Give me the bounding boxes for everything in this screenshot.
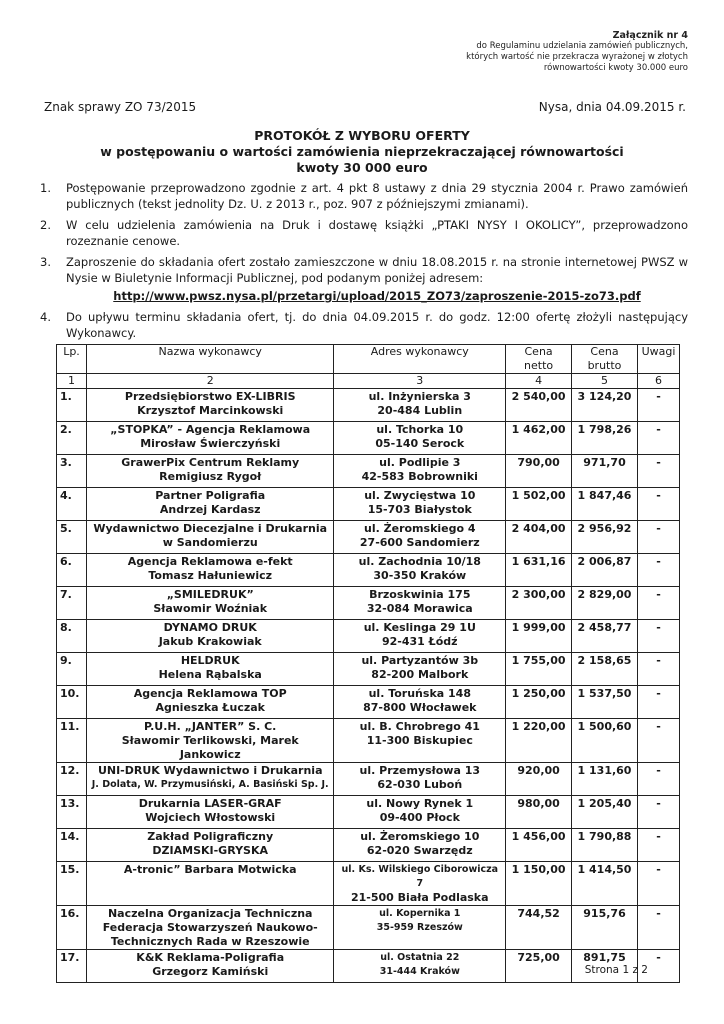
row-number-cell: 5. xyxy=(57,521,87,554)
contractor-name-cell xyxy=(86,829,333,862)
contractor-name-line: Andrzej Kardasz xyxy=(159,503,261,516)
point-number: 3. xyxy=(40,255,51,269)
gross-price-cell: 2 158,65 xyxy=(572,653,638,686)
contractor-address-cell xyxy=(334,587,506,620)
contractor-address-line: 09-400 Płock xyxy=(379,811,460,824)
contractor-name-cell xyxy=(86,796,333,829)
point-text: Do upływu terminu składania ofert, tj. do dnia 04.09.2015 r. do godz. 12:00 ofertę złożyli następujący Wykonawcy. xyxy=(66,310,688,340)
contractor-address-line: 21-500 Biała Podlaska xyxy=(351,891,489,904)
contractor-address-line: ul. Nowy Rynek 1 xyxy=(366,797,474,810)
gross-price-cell: 891,75 xyxy=(572,950,638,983)
gross-price-cell: 2 006,87 xyxy=(572,554,638,587)
point-text: Zaproszenie do składania ofert zostało zamieszczone w dniu 18.08.2015 r. na stronie internetowej PWSZ w Nysie w Biuletynie Informacji Publicznej, pod podanym poniżej adresem: xyxy=(66,255,688,285)
contractor-address-line: 87-800 Włocławek xyxy=(363,701,477,714)
contractor-address-line: 30-350 Kraków xyxy=(373,569,467,582)
invitation-link[interactable]: http://www.pwsz.nysa.pl/przetargi/upload/2015_ZO73/zaproszenie-2015-zo73.pdf xyxy=(113,289,641,303)
annex-line: których wartość nie przekracza wyrażonej w złotych xyxy=(466,52,688,62)
gross-price-cell: 1 537,50 xyxy=(572,686,638,719)
header-cell: Adres wykonawcy xyxy=(334,345,506,374)
contractor-name-cell xyxy=(86,455,333,488)
notes-cell: - xyxy=(637,686,679,719)
contractor-name-cell xyxy=(86,719,333,763)
contractor-name-line: J. Dolata, W. Przymusiński, A. Basiński Sp. J. xyxy=(91,779,329,790)
net-price-cell: 790,00 xyxy=(506,455,572,488)
contractor-name-line: Drukarnia LASER-GRAF xyxy=(138,797,282,810)
contractor-address-cell xyxy=(334,719,506,763)
notes-cell: - xyxy=(637,796,679,829)
index-cell: 2 xyxy=(86,374,333,389)
net-price-cell: 980,00 xyxy=(506,796,572,829)
contractor-name-cell xyxy=(86,521,333,554)
contractor-address-cell xyxy=(334,389,506,422)
row-number-cell: 7. xyxy=(57,587,87,620)
contractor-address-line: ul. Tchorka 10 xyxy=(376,423,464,436)
table-row xyxy=(57,521,680,554)
notes-cell: - xyxy=(637,587,679,620)
gross-price-cell: 1 131,60 xyxy=(572,763,638,796)
contractor-name-line: P.U.H. „JANTER” S. C. xyxy=(144,720,277,733)
gross-price-cell: 971,70 xyxy=(572,455,638,488)
contractor-address-line: 05-140 Serock xyxy=(375,437,465,450)
place-date: Nysa, dnia 04.09.2015 r. xyxy=(538,100,686,114)
row-number-cell: 4. xyxy=(57,488,87,521)
notes-cell: - xyxy=(637,554,679,587)
net-price-cell: 1 631,16 xyxy=(506,554,572,587)
contractor-address-line: 32-084 Morawica xyxy=(366,602,473,615)
index-cell: 1 xyxy=(57,374,87,389)
net-price-cell: 1 150,00 xyxy=(506,862,572,906)
contractor-name-line: w Sandomierzu xyxy=(162,536,258,549)
row-number-cell: 11. xyxy=(57,719,87,763)
annex-line: do Regulaminu udzielania zamówień publicznych, xyxy=(476,41,688,51)
table-row xyxy=(57,620,680,653)
point-3 xyxy=(34,254,688,304)
table-row xyxy=(57,763,680,796)
offers-table xyxy=(56,344,680,983)
row-number-cell: 2. xyxy=(57,422,87,455)
contractor-name-line: Partner Poligrafia xyxy=(155,489,266,502)
contractor-name-line: Sławomir Terlikowski, Marek Jankowicz xyxy=(121,734,299,761)
gross-price-cell: 2 829,00 xyxy=(572,587,638,620)
net-price-cell: 1 462,00 xyxy=(506,422,572,455)
contractor-address-line: Brzoskwinia 175 xyxy=(369,588,471,601)
contractor-name-line: „STOPKA” - Agencja Reklamowa xyxy=(110,423,311,436)
contractor-name-line: Grzegorz Kamiński xyxy=(152,965,269,978)
header-cell: Cena netto xyxy=(506,345,572,374)
contractor-address-cell xyxy=(334,796,506,829)
gross-price-cell: 2 458,77 xyxy=(572,620,638,653)
notes-cell: - xyxy=(637,829,679,862)
net-price-cell: 744,52 xyxy=(506,906,572,950)
contractor-name-line: DYNAMO DRUK xyxy=(163,621,257,634)
table-row xyxy=(57,719,680,763)
row-number-cell: 12. xyxy=(57,763,87,796)
annex-line: równowartości kwoty 30.000 euro xyxy=(543,63,688,73)
contractor-address-cell xyxy=(334,829,506,862)
net-price-cell: 2 404,00 xyxy=(506,521,572,554)
table-row xyxy=(57,455,680,488)
row-number-cell: 13. xyxy=(57,796,87,829)
net-price-cell: 2 300,00 xyxy=(506,587,572,620)
contractor-name-line: DZIAMSKI-GRYSKA xyxy=(152,844,269,857)
contractor-address-line: ul. B. Chrobrego 41 xyxy=(359,720,480,733)
contractor-address-cell xyxy=(334,950,506,983)
index-cell: 6 xyxy=(637,374,679,389)
table-header-row xyxy=(57,345,680,374)
contractor-address-line: ul. Partyzantów 3b xyxy=(361,654,479,667)
net-price-cell: 1 220,00 xyxy=(506,719,572,763)
title-line: kwoty 30 000 euro xyxy=(296,160,428,175)
contractor-name-line: K&K Reklama-Poligrafia xyxy=(136,951,285,964)
row-number-cell: 6. xyxy=(57,554,87,587)
annex-title: Załącznik nr 4 xyxy=(612,30,688,41)
gross-price-cell: 1 798,26 xyxy=(572,422,638,455)
contractor-name-line: Przedsiębiorstwo EX-LIBRIS xyxy=(124,390,296,403)
point-1 xyxy=(34,180,688,212)
point-number: 4. xyxy=(40,310,51,324)
notes-cell: - xyxy=(637,389,679,422)
title-line: PROTOKÓŁ Z WYBORU OFERTY xyxy=(254,128,470,143)
notes-cell: - xyxy=(637,422,679,455)
net-price-cell: 1 999,00 xyxy=(506,620,572,653)
point-4 xyxy=(34,309,688,341)
header-cell: Nazwa wykonawcy xyxy=(86,345,333,374)
table-row xyxy=(57,686,680,719)
contractor-name-cell xyxy=(86,763,333,796)
contractor-address-line: ul. Zachodnia 10/18 xyxy=(358,555,481,568)
point-2 xyxy=(34,217,688,249)
table-row xyxy=(57,653,680,686)
notes-cell: - xyxy=(637,620,679,653)
contractor-address-line: 27-600 Sandomierz xyxy=(359,536,480,549)
notes-cell: - xyxy=(637,763,679,796)
gross-price-cell: 1 790,88 xyxy=(572,829,638,862)
contractor-address-line: ul. Żeromskiego 10 xyxy=(360,830,480,843)
net-price-cell: 2 540,00 xyxy=(506,389,572,422)
contractor-name-line: „SMILEDRUK” xyxy=(166,588,254,601)
notes-cell: - xyxy=(637,719,679,763)
contractor-address-line: 82-200 Malbork xyxy=(371,668,469,681)
gross-price-cell: 915,76 xyxy=(572,906,638,950)
net-price-cell: 1 250,00 xyxy=(506,686,572,719)
contractor-address-line: ul. Kopernika 1 xyxy=(379,908,461,919)
header-cell: Cena brutto xyxy=(572,345,638,374)
contractor-address-line: 11-300 Biskupiec xyxy=(366,734,473,747)
contractor-address-line: 92-431 Łódź xyxy=(382,635,458,648)
contractor-name-cell xyxy=(86,422,333,455)
gross-price-cell: 1 205,40 xyxy=(572,796,638,829)
net-price-cell: 920,00 xyxy=(506,763,572,796)
contractor-name-line: Wojciech Włostowski xyxy=(145,811,276,824)
table-row xyxy=(57,906,680,950)
point-number: 1. xyxy=(40,181,51,195)
gross-price-cell: 2 956,92 xyxy=(572,521,638,554)
contractor-address-cell xyxy=(334,620,506,653)
row-number-cell: 9. xyxy=(57,653,87,686)
contractor-address-cell xyxy=(334,763,506,796)
contractor-address-cell xyxy=(334,422,506,455)
contractor-name-line: HELDRUK xyxy=(180,654,240,667)
notes-cell: - xyxy=(637,488,679,521)
contractor-address-line: ul. Inżynierska 3 xyxy=(368,390,471,403)
contractor-name-cell xyxy=(86,389,333,422)
contractor-address-line: 20-484 Lublin xyxy=(377,404,463,417)
case-number: Znak sprawy ZO 73/2015 xyxy=(44,100,197,114)
contractor-name-cell xyxy=(86,554,333,587)
contractor-name-line: Jakub Krakowiak xyxy=(158,635,262,648)
contractor-address-line: ul. Zwycięstwa 10 xyxy=(364,489,476,502)
contractor-address-cell xyxy=(334,455,506,488)
contractor-address-line: 62-020 Swarzędz xyxy=(366,844,473,857)
contractor-name-line: Agencja Reklamowa TOP xyxy=(133,687,287,700)
contractor-name-cell xyxy=(86,653,333,686)
index-cell: 5 xyxy=(572,374,638,389)
gross-price-cell: 1 414,50 xyxy=(572,862,638,906)
contractor-name-cell xyxy=(86,686,333,719)
contractor-address-line: ul. Keslinga 29 1U xyxy=(363,621,476,634)
notes-cell: - xyxy=(637,653,679,686)
contractor-address-line: ul. Toruńska 148 xyxy=(368,687,471,700)
contractor-address-line: ul. Ostatnia 22 xyxy=(380,952,460,963)
net-price-cell: 1 502,00 xyxy=(506,488,572,521)
contractor-address-line: 42-583 Bobrowniki xyxy=(361,470,478,483)
contractor-name-cell xyxy=(86,950,333,983)
contractor-name-line: Agencja Reklamowa e-fekt xyxy=(127,555,293,568)
contractor-address-cell xyxy=(334,488,506,521)
gross-price-cell: 1 500,60 xyxy=(572,719,638,763)
table-row xyxy=(57,389,680,422)
net-price-cell: 1 755,00 xyxy=(506,653,572,686)
row-number-cell: 10. xyxy=(57,686,87,719)
index-cell: 3 xyxy=(334,374,506,389)
contractor-address-cell xyxy=(334,906,506,950)
contractor-name-cell xyxy=(86,587,333,620)
row-number-cell: 14. xyxy=(57,829,87,862)
net-price-cell: 1 456,00 xyxy=(506,829,572,862)
point-number: 2. xyxy=(40,218,51,232)
row-number-cell: 15. xyxy=(57,862,87,906)
contractor-address-line: 31-444 Kraków xyxy=(379,966,460,977)
notes-cell: - xyxy=(637,950,679,983)
contractor-name-line: Helena Rąbalska xyxy=(158,668,262,681)
contractor-name-line: Naczelna Organizacja Techniczna xyxy=(107,907,313,920)
table-index-row xyxy=(57,374,680,389)
contractor-name-line: UNI-DRUK Wydawnictwo i Drukarnia xyxy=(97,764,323,777)
row-number-cell: 17. xyxy=(57,950,87,983)
contractor-address-line: 15-703 Białystok xyxy=(367,503,472,516)
contractor-address-cell xyxy=(334,686,506,719)
notes-cell: - xyxy=(637,521,679,554)
page-number: Strona 1 z 2 xyxy=(584,964,648,976)
contractor-address-cell xyxy=(334,521,506,554)
index-cell: 4 xyxy=(506,374,572,389)
contractor-address-cell xyxy=(334,653,506,686)
row-number-cell: 3. xyxy=(57,455,87,488)
contractor-name-line: Krzysztof Marcinkowski xyxy=(137,404,284,417)
table-row xyxy=(57,829,680,862)
row-number-cell: 1. xyxy=(57,389,87,422)
contractor-address-cell xyxy=(334,862,506,906)
contractor-name-line: Technicznych Rada w Rzeszowie xyxy=(110,935,310,948)
title-line: w postępowaniu o wartości zamówienia nieprzekraczającej równowartości xyxy=(100,144,624,159)
contractor-name-line: Zakład Poligraficzny xyxy=(147,830,274,843)
contractor-name-cell xyxy=(86,488,333,521)
contractor-name-line: Tomasz Hałuniewicz xyxy=(148,569,273,582)
notes-cell: - xyxy=(637,455,679,488)
contractor-name-line: Remigiusz Rygoł xyxy=(159,470,262,483)
contractor-address-line: ul. Ks. Wilskiego Ciborowicza 7 xyxy=(341,864,499,889)
protocol-points xyxy=(34,180,688,346)
contractor-name-cell xyxy=(86,620,333,653)
table-row xyxy=(57,422,680,455)
table-row xyxy=(57,862,680,906)
notes-cell: - xyxy=(637,906,679,950)
contractor-name-cell xyxy=(86,906,333,950)
contractor-name-line: Agnieszka Łuczak xyxy=(155,701,265,714)
point-text: W celu udzielenia zamówienia na Druk i dostawę książki „PTAKI NYSY I OKOLICY”, przeprowadzono rozeznanie cenowe. xyxy=(66,218,688,248)
table-row xyxy=(57,554,680,587)
contractor-name-cell xyxy=(86,862,333,906)
gross-price-cell: 3 124,20 xyxy=(572,389,638,422)
document-title xyxy=(80,128,644,176)
contractor-address-line: 62-030 Luboń xyxy=(377,778,463,791)
gross-price-cell: 1 847,46 xyxy=(572,488,638,521)
row-number-cell: 16. xyxy=(57,906,87,950)
contractor-address-line: ul. Podlipie 3 xyxy=(379,456,461,469)
contractor-name-line: Mirosław Świerczyński xyxy=(140,437,281,450)
table-row xyxy=(57,587,680,620)
point-text: Postępowanie przeprowadzono zgodnie z art. 4 pkt 8 ustawy z dnia 29 stycznia 2004 r. Prawo zamówień publicznych (tekst jednolity Dz. U. z 2013 r., poz. 907 z późniejszymi zmianami). xyxy=(66,181,688,211)
contractor-address-line: 35-959 Rzeszów xyxy=(376,922,463,933)
header-cell: Uwagi xyxy=(637,345,679,374)
header-cell: Lp. xyxy=(57,345,87,374)
contractor-name-line: A-tronic” Barbara Motwicka xyxy=(123,863,297,876)
contractor-address-line: ul. Żeromskiego 4 xyxy=(364,522,476,535)
contractor-name-line: Wydawnictwo Diecezjalne i Drukarnia xyxy=(93,522,328,535)
annex-note xyxy=(388,30,688,74)
table-row xyxy=(57,796,680,829)
contractor-name-line: Federacja Stowarzyszeń Naukowo- xyxy=(102,921,318,934)
table-row xyxy=(57,488,680,521)
contractor-name-line: GrawerPix Centrum Reklamy xyxy=(121,456,300,469)
contractor-address-cell xyxy=(334,554,506,587)
net-price-cell: 725,00 xyxy=(506,950,572,983)
contractor-name-line: Sławomir Woźniak xyxy=(153,602,268,615)
contractor-address-line: ul. Przemysłowa 13 xyxy=(359,764,481,777)
row-number-cell: 8. xyxy=(57,620,87,653)
notes-cell: - xyxy=(637,862,679,906)
